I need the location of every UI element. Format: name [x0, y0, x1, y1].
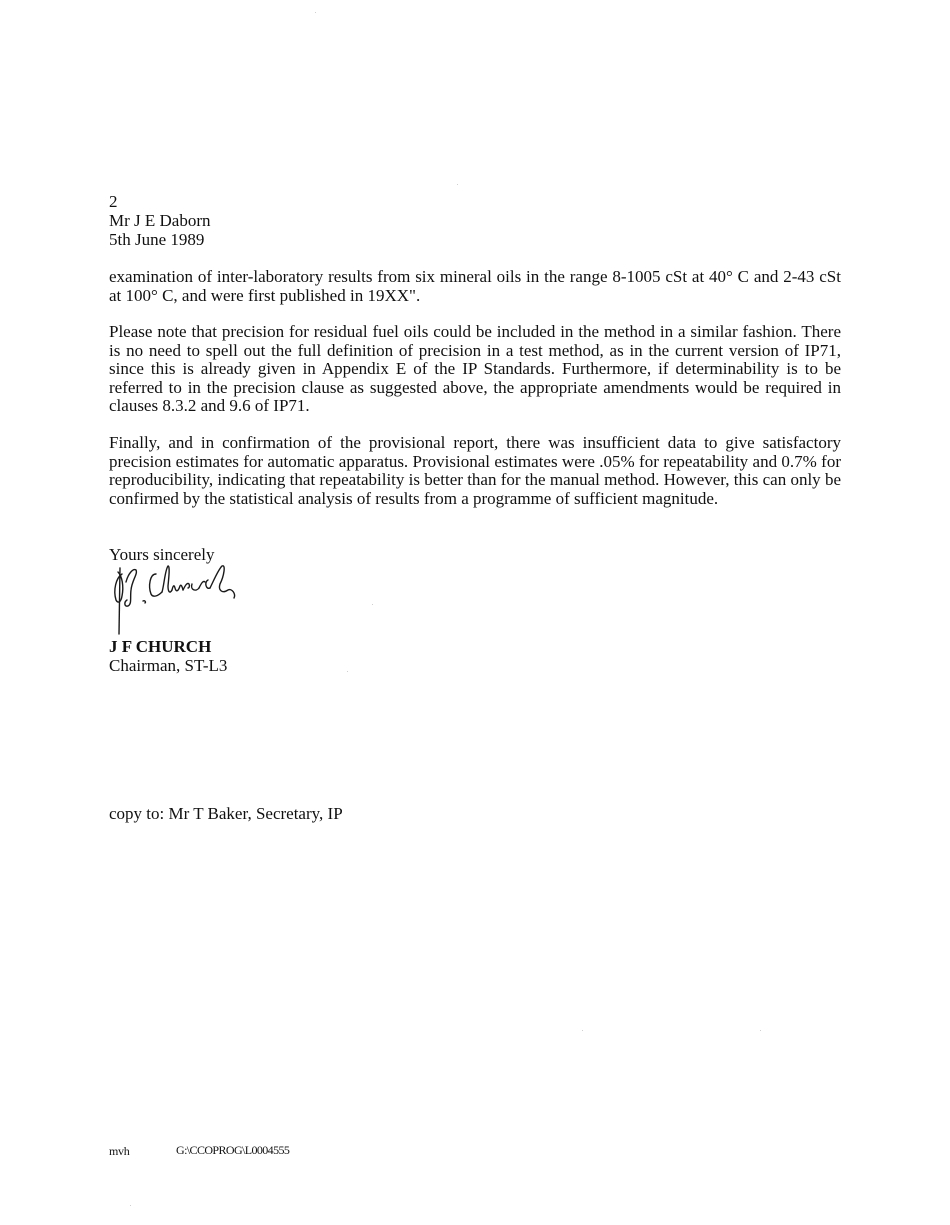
- scan-speck: [372, 604, 373, 605]
- body-paragraph-2: Please note that precision for residual fuel oils could be included in the method in a similar fashion. There is no need to spell out the full definition of precision in a test method, as in the current version of IP71, since this is already given in Appendix E of the IP Standards. Furthermore, if determinability is to be referred to in the precision clause as suggested above, the appropriate amendments would be required in clauses 8.3.2 and 9.6 of IP71.: [109, 322, 841, 416]
- scan-speck: [457, 184, 458, 185]
- body-paragraph-3: Finally, and in confirmation of the provisional report, there was insufficient data to give satisfactory precision estimates for automatic apparatus. Provisional estimates were .05% for repeatability and 0.7% for reproducibility, indicating that repeatability is better than for the manual method. However, this can only be confirmed by the statistical analysis of results from a programme of sufficient magnitude.: [109, 433, 841, 508]
- recipient-name: Mr J E Daborn: [109, 211, 211, 230]
- scan-speck: [347, 671, 348, 672]
- signer-title: Chairman, ST-L3: [109, 656, 228, 675]
- copy-to-line: copy to: Mr T Baker, Secretary, IP: [109, 804, 343, 823]
- handwritten-signature: [104, 560, 254, 640]
- footer-typist-initials: mvh: [109, 1144, 130, 1158]
- scan-speck: [582, 1030, 583, 1031]
- scan-speck: [130, 1205, 131, 1206]
- scan-speck: [315, 12, 316, 13]
- letter-header: [109, 192, 211, 249]
- signer-name: J F CHURCH: [109, 637, 212, 656]
- closing-salutation: Yours sincerely: [109, 545, 215, 564]
- letter-date: 5th June 1989: [109, 230, 205, 249]
- footer-file-reference: G:\CCOPROG\L0004555: [176, 1143, 290, 1157]
- page-number: 2: [109, 192, 118, 211]
- body-paragraph-1: examination of inter-laboratory results from six mineral oils in the range 8-1005 cSt at 40° C and 2-43 cSt at 100° C, and were first published in 19XX".: [109, 267, 841, 305]
- scan-speck: [760, 1030, 761, 1031]
